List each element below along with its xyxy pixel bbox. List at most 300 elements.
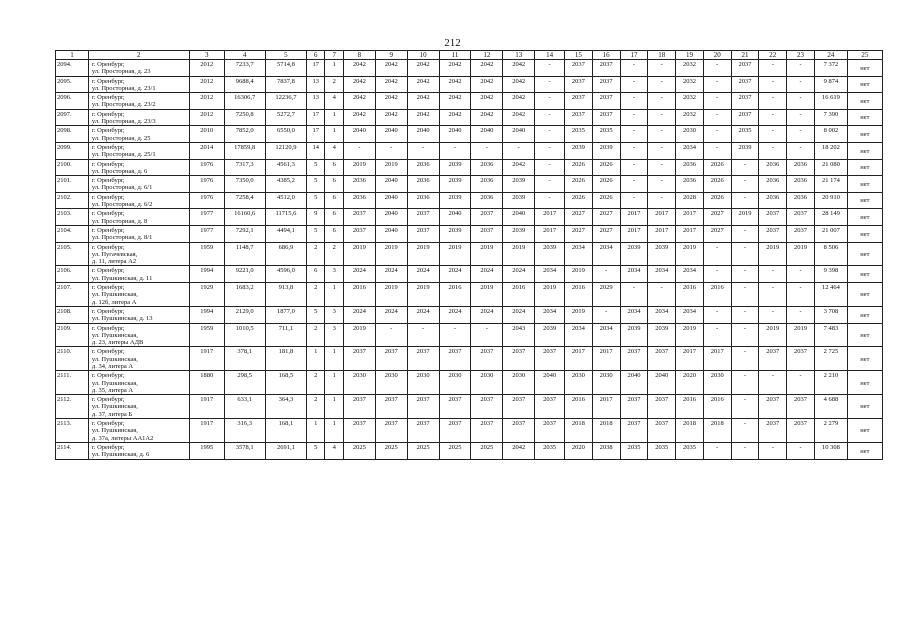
row-number: 2103. xyxy=(56,209,89,226)
address-line: г. Оренбург, xyxy=(91,243,125,251)
address-line: г. Оренбург, xyxy=(91,143,125,151)
table-cell: 2019 xyxy=(343,159,375,176)
table-cell: 2037 xyxy=(535,347,565,371)
table-cell: 2010 xyxy=(189,126,224,143)
table-cell: 17 xyxy=(306,60,325,77)
table-cell: 2024 xyxy=(343,306,375,323)
address-cell xyxy=(88,93,189,110)
table-cell: 2042 xyxy=(503,159,535,176)
table-cell: - xyxy=(759,306,787,323)
table-cell: 17859,8 xyxy=(224,142,265,159)
table-cell: - xyxy=(759,142,787,159)
table-cell: 2039 xyxy=(620,242,648,266)
table-cell: - xyxy=(703,76,731,93)
table-cell: 2019 xyxy=(407,283,439,307)
address-cell xyxy=(88,442,189,459)
table-cell: 1917 xyxy=(189,347,224,371)
column-number-header: 11 xyxy=(439,51,471,60)
table-cell: 2012 xyxy=(189,60,224,77)
table-cell: 2037 xyxy=(375,395,407,419)
table-cell: - xyxy=(731,242,759,266)
page-number: 212 xyxy=(444,37,461,49)
address-line: ул. Пушкинская, xyxy=(91,291,138,299)
table-cell: - xyxy=(648,283,676,307)
table-cell: 2691,1 xyxy=(265,442,306,459)
table-cell: - xyxy=(592,306,620,323)
address-line: д. 11, литера А2 xyxy=(91,258,137,266)
table-cell: 2037 xyxy=(439,347,471,371)
table-cell: 1977 xyxy=(189,225,224,242)
table-cell: 2037 xyxy=(439,395,471,419)
table-cell: 2043 xyxy=(503,323,535,347)
table-cell: 2024 xyxy=(471,306,503,323)
table-cell: - xyxy=(731,442,759,459)
table-cell: 2034 xyxy=(592,242,620,266)
table-cell: 2024 xyxy=(503,306,535,323)
table-cell: 2037 xyxy=(375,419,407,443)
table-cell: 2 xyxy=(306,371,325,395)
table-row xyxy=(56,306,883,323)
table-cell: 913,8 xyxy=(265,283,306,307)
table-cell: 2024 xyxy=(439,266,471,283)
table-cell: 7837,8 xyxy=(265,76,306,93)
table-cell: - xyxy=(620,142,648,159)
column-number-header: 2 xyxy=(88,51,189,60)
table-cell: 2024 xyxy=(439,306,471,323)
table-cell: - xyxy=(620,93,648,110)
table-cell: 2037 xyxy=(759,225,787,242)
table-cell: 1995 xyxy=(189,442,224,459)
table-cell: 6550,0 xyxy=(265,126,306,143)
table-cell: 2040 xyxy=(375,225,407,242)
table-cell: 2039 xyxy=(535,242,565,266)
table-cell: 2025 xyxy=(439,442,471,459)
row-number: 2102. xyxy=(56,192,89,209)
table-cell: 12 464 xyxy=(814,283,847,307)
table-cell: 2019 xyxy=(787,323,815,347)
table-cell: 2037 xyxy=(731,93,759,110)
row-number: 2099. xyxy=(56,142,89,159)
table-cell: - xyxy=(759,109,787,126)
table-cell: - xyxy=(343,142,375,159)
table-cell: 2042 xyxy=(439,60,471,77)
table-cell: - xyxy=(703,323,731,347)
table-cell: - xyxy=(648,159,676,176)
table-cell: - xyxy=(787,371,815,395)
table-cell: 2016 xyxy=(439,283,471,307)
column-number-header: 14 xyxy=(535,51,565,60)
table-cell: 21 174 xyxy=(814,176,847,193)
table-cell: - xyxy=(375,142,407,159)
table-cell: - xyxy=(648,76,676,93)
table-cell: 2030 xyxy=(703,371,731,395)
address-line: г. Оренбург, xyxy=(91,94,125,102)
address-cell xyxy=(88,347,189,371)
table-cell: 2037 xyxy=(759,419,787,443)
table-cell: 7 372 xyxy=(814,60,847,77)
table-cell: 2037 xyxy=(343,395,375,419)
table-cell: 2 210 xyxy=(814,371,847,395)
table-cell: 2036 xyxy=(407,159,439,176)
table-cell: 2037 xyxy=(535,419,565,443)
table-cell: 17 xyxy=(306,126,325,143)
table-cell: 2036 xyxy=(759,192,787,209)
table-cell: 2030 xyxy=(676,126,704,143)
table-cell: 3578,1 xyxy=(224,442,265,459)
address-cell xyxy=(88,306,189,323)
table-row xyxy=(56,419,883,443)
table-cell: 2042 xyxy=(503,60,535,77)
table-cell: - xyxy=(759,371,787,395)
table-cell: 6 xyxy=(325,192,344,209)
address-cell xyxy=(88,109,189,126)
table-cell: 1994 xyxy=(189,306,224,323)
table-cell: 2036 xyxy=(676,159,704,176)
address-line: г. Оренбург, xyxy=(91,210,125,218)
address-line: ул. Просторная, д. 8/1 xyxy=(91,234,153,242)
table-cell: - xyxy=(731,159,759,176)
table-cell: 2030 xyxy=(407,371,439,395)
table-cell: 9 874 xyxy=(814,76,847,93)
table-cell: 2042 xyxy=(343,60,375,77)
table-cell: - xyxy=(731,192,759,209)
table-cell: 2019 xyxy=(471,283,503,307)
table-cell: 2037 xyxy=(648,395,676,419)
table-cell: 2037 xyxy=(407,395,439,419)
table-cell: - xyxy=(535,159,565,176)
column-number-header: 7 xyxy=(325,51,344,60)
table-cell: 4596,0 xyxy=(265,266,306,283)
address-line: г. Оренбург, xyxy=(91,372,125,380)
table-cell: 2040 xyxy=(375,209,407,226)
address-cell xyxy=(88,395,189,419)
table-cell: 7233,7 xyxy=(224,60,265,77)
table-cell: 2019 xyxy=(439,242,471,266)
address-line: г. Оренбург, xyxy=(91,324,125,332)
table-cell: 2017 xyxy=(535,225,565,242)
table-cell: нет xyxy=(847,242,882,266)
table-cell: 2017 xyxy=(676,209,704,226)
column-number-header: 20 xyxy=(703,51,731,60)
table-cell: 2037 xyxy=(565,60,593,77)
address-cell xyxy=(88,76,189,93)
address-line: г. Оренбург, xyxy=(91,284,125,292)
table-cell: нет xyxy=(847,126,882,143)
table-cell: 1683,2 xyxy=(224,283,265,307)
table-cell: 711,1 xyxy=(265,323,306,347)
table-cell: 1 xyxy=(325,109,344,126)
row-number: 2095. xyxy=(56,76,89,93)
row-number: 2096. xyxy=(56,93,89,110)
table-cell: 2038 xyxy=(592,442,620,459)
table-cell: 2016 xyxy=(676,283,704,307)
table-cell: нет xyxy=(847,442,882,459)
table-cell: 2019 xyxy=(375,159,407,176)
table-cell: 2042 xyxy=(343,93,375,110)
column-number-header: 6 xyxy=(306,51,325,60)
table-cell: 2037 xyxy=(407,209,439,226)
table-cell: 2036 xyxy=(759,159,787,176)
table-cell: 2035 xyxy=(620,442,648,459)
table-cell: 2037 xyxy=(787,395,815,419)
table-cell: нет xyxy=(847,176,882,193)
table-cell: - xyxy=(787,442,815,459)
table-cell: 2036 xyxy=(787,159,815,176)
table-cell: - xyxy=(731,283,759,307)
table-cell: 8 506 xyxy=(814,242,847,266)
table-cell: 2017 xyxy=(620,225,648,242)
table-cell: 1 xyxy=(325,283,344,307)
address-line: г. Оренбург, xyxy=(91,127,125,135)
table-cell: нет xyxy=(847,159,882,176)
table-cell: - xyxy=(620,76,648,93)
table-cell: 2026 xyxy=(592,192,620,209)
table-cell: 2037 xyxy=(343,225,375,242)
table-cell: - xyxy=(731,266,759,283)
table-cell: 2036 xyxy=(471,159,503,176)
table-cell: 2042 xyxy=(343,76,375,93)
address-line: ул. Просторная, д. 23/1 xyxy=(91,84,156,92)
column-number-header: 22 xyxy=(759,51,787,60)
table-cell: 2034 xyxy=(676,142,704,159)
table-cell: 7250,8 xyxy=(224,109,265,126)
table-cell: 9 xyxy=(306,209,325,226)
table-cell: 4 688 xyxy=(814,395,847,419)
table-cell: 2016 xyxy=(565,395,593,419)
table-cell: 1994 xyxy=(189,266,224,283)
table-row xyxy=(56,225,883,242)
table-cell: 1 xyxy=(325,347,344,371)
table-cell: 2019 xyxy=(375,283,407,307)
table-cell: нет xyxy=(847,76,882,93)
address-line: г. Оренбург, xyxy=(91,177,125,185)
address-line: г. Оренбург, xyxy=(91,267,125,275)
table-cell: 2020 xyxy=(565,442,593,459)
table-cell: 2036 xyxy=(407,176,439,193)
table-cell: 4512,0 xyxy=(265,192,306,209)
table-cell: 5714,8 xyxy=(265,60,306,77)
table-cell: 7 390 xyxy=(814,109,847,126)
row-number: 2109. xyxy=(56,323,89,347)
table-cell: - xyxy=(731,395,759,419)
column-number-header: 5 xyxy=(265,51,306,60)
table-cell: 168,5 xyxy=(265,371,306,395)
column-number-header: 1 xyxy=(56,51,89,60)
table-cell: 2039 xyxy=(731,142,759,159)
table-cell: 2042 xyxy=(503,109,535,126)
row-number: 2106. xyxy=(56,266,89,283)
table-cell: 3 xyxy=(325,266,344,283)
table-row xyxy=(56,347,883,371)
table-cell: 2042 xyxy=(343,109,375,126)
address-line: д. 37, литера Б xyxy=(91,410,133,418)
table-cell: 2042 xyxy=(471,93,503,110)
table-cell: 2 xyxy=(306,242,325,266)
table-cell: 2012 xyxy=(189,109,224,126)
table-cell: 21 007 xyxy=(814,225,847,242)
table-cell: - xyxy=(620,60,648,77)
table-cell: 3 xyxy=(325,306,344,323)
table-cell: - xyxy=(731,306,759,323)
table-cell: 2016 xyxy=(676,395,704,419)
table-cell: 1 xyxy=(325,419,344,443)
table-cell: 4385,2 xyxy=(265,176,306,193)
table-cell: 2037 xyxy=(787,209,815,226)
table-cell: - xyxy=(471,142,503,159)
table-cell: - xyxy=(759,283,787,307)
table-cell: 2039 xyxy=(503,225,535,242)
table-cell: 2037 xyxy=(620,419,648,443)
table-cell: 2027 xyxy=(592,209,620,226)
table-cell: 316,3 xyxy=(224,419,265,443)
row-number: 2110. xyxy=(56,347,89,371)
table-cell: - xyxy=(787,126,815,143)
table-row xyxy=(56,209,883,226)
table-cell: 2037 xyxy=(471,225,503,242)
address-cell xyxy=(88,159,189,176)
table-cell: 5 xyxy=(306,159,325,176)
table-cell: 2042 xyxy=(375,76,407,93)
table-cell: 2037 xyxy=(592,76,620,93)
table-cell: - xyxy=(703,442,731,459)
table-cell: 2019 xyxy=(759,323,787,347)
table-cell: нет xyxy=(847,371,882,395)
table-cell: 2030 xyxy=(592,371,620,395)
table-cell: нет xyxy=(847,209,882,226)
address-cell xyxy=(88,283,189,307)
table-cell: нет xyxy=(847,266,882,283)
table-cell: 2019 xyxy=(471,242,503,266)
table-cell: 2037 xyxy=(343,347,375,371)
table-cell: 2032 xyxy=(676,93,704,110)
table-cell: 2 279 xyxy=(814,419,847,443)
table-row xyxy=(56,76,883,93)
table-cell: 2 xyxy=(306,395,325,419)
table-cell: - xyxy=(703,306,731,323)
table-cell: 2030 xyxy=(439,371,471,395)
table-cell: 2039 xyxy=(439,225,471,242)
table-row xyxy=(56,60,883,77)
table-cell: 2017 xyxy=(703,347,731,371)
table-cell: 2042 xyxy=(439,76,471,93)
table-cell: 2042 xyxy=(503,76,535,93)
address-cell xyxy=(88,371,189,395)
table-cell: 2040 xyxy=(503,209,535,226)
address-line: ул. Пушкинская, xyxy=(91,379,138,387)
table-cell: 4561,3 xyxy=(265,159,306,176)
table-cell: 1148,7 xyxy=(224,242,265,266)
table-cell: 2025 xyxy=(407,442,439,459)
address-line: д. 12б, литера А xyxy=(91,298,137,306)
table-cell: - xyxy=(592,266,620,283)
table-cell: 2017 xyxy=(620,209,648,226)
table-cell: 2037 xyxy=(503,395,535,419)
table-cell: - xyxy=(731,347,759,371)
table-cell: - xyxy=(535,176,565,193)
table-cell: 2039 xyxy=(439,192,471,209)
table-cell: - xyxy=(759,266,787,283)
table-cell: 2030 xyxy=(503,371,535,395)
table-cell: - xyxy=(787,76,815,93)
table-cell: 2014 xyxy=(189,142,224,159)
table-cell: 2017 xyxy=(676,347,704,371)
table-cell: 7 483 xyxy=(814,323,847,347)
column-number-header: 23 xyxy=(787,51,815,60)
table-cell: 2019 xyxy=(676,323,704,347)
table-cell: - xyxy=(703,109,731,126)
table-cell: 2036 xyxy=(343,176,375,193)
table-cell: 2024 xyxy=(407,306,439,323)
table-cell: 2039 xyxy=(439,159,471,176)
address-line: ул. Пушкинская, д. 13 xyxy=(91,315,153,323)
table-cell: 2012 xyxy=(189,93,224,110)
table-cell: 2019 xyxy=(676,242,704,266)
table-cell: - xyxy=(703,126,731,143)
table-cell: 16160,6 xyxy=(224,209,265,226)
row-number: 2114. xyxy=(56,442,89,459)
table-cell: 2026 xyxy=(592,176,620,193)
table-cell: 2037 xyxy=(620,395,648,419)
column-number-header: 12 xyxy=(471,51,503,60)
address-line: ул. Просторная, д. 23/3 xyxy=(91,118,156,126)
table-cell: 2039 xyxy=(503,176,535,193)
table-cell: - xyxy=(787,93,815,110)
table-cell: 11715,6 xyxy=(265,209,306,226)
table-cell: нет xyxy=(847,283,882,307)
table-cell: 686,9 xyxy=(265,242,306,266)
table-cell: 14 xyxy=(306,142,325,159)
table-row xyxy=(56,283,883,307)
table-cell: 2019 xyxy=(343,242,375,266)
table-cell: 2027 xyxy=(703,225,731,242)
table-cell: 2040 xyxy=(407,126,439,143)
table-cell: 2040 xyxy=(343,126,375,143)
table-cell: 5 xyxy=(306,225,325,242)
table-row xyxy=(56,442,883,459)
table-cell: - xyxy=(787,306,815,323)
table-cell: - xyxy=(787,283,815,307)
column-number-header: 19 xyxy=(676,51,704,60)
table-cell: 1976 xyxy=(189,192,224,209)
table-cell: 2019 xyxy=(535,283,565,307)
table-cell: - xyxy=(648,192,676,209)
address-line: д. 34, литера А xyxy=(91,362,134,370)
table-cell: 2034 xyxy=(592,323,620,347)
address-line: ул. Пушкинская, xyxy=(91,331,138,339)
address-cell xyxy=(88,126,189,143)
table-cell: 12236,7 xyxy=(265,93,306,110)
table-cell: - xyxy=(439,142,471,159)
column-number-header: 10 xyxy=(407,51,439,60)
table-cell: 7292,1 xyxy=(224,225,265,242)
table-row xyxy=(56,192,883,209)
table-cell: - xyxy=(620,283,648,307)
table-cell: 2027 xyxy=(703,209,731,226)
address-cell xyxy=(88,323,189,347)
table-cell: 2016 xyxy=(565,283,593,307)
table-cell: 7350,0 xyxy=(224,176,265,193)
table-cell: 2042 xyxy=(407,93,439,110)
table-cell: нет xyxy=(847,323,882,347)
column-number-header: 13 xyxy=(503,51,535,60)
table-cell: 2042 xyxy=(503,442,535,459)
column-number-header: 4 xyxy=(224,51,265,60)
table-cell: 2017 xyxy=(676,225,704,242)
table-cell: 2036 xyxy=(407,192,439,209)
table-cell: 2042 xyxy=(375,60,407,77)
table-cell: - xyxy=(620,159,648,176)
address-line: г. Оренбург, xyxy=(91,307,125,315)
